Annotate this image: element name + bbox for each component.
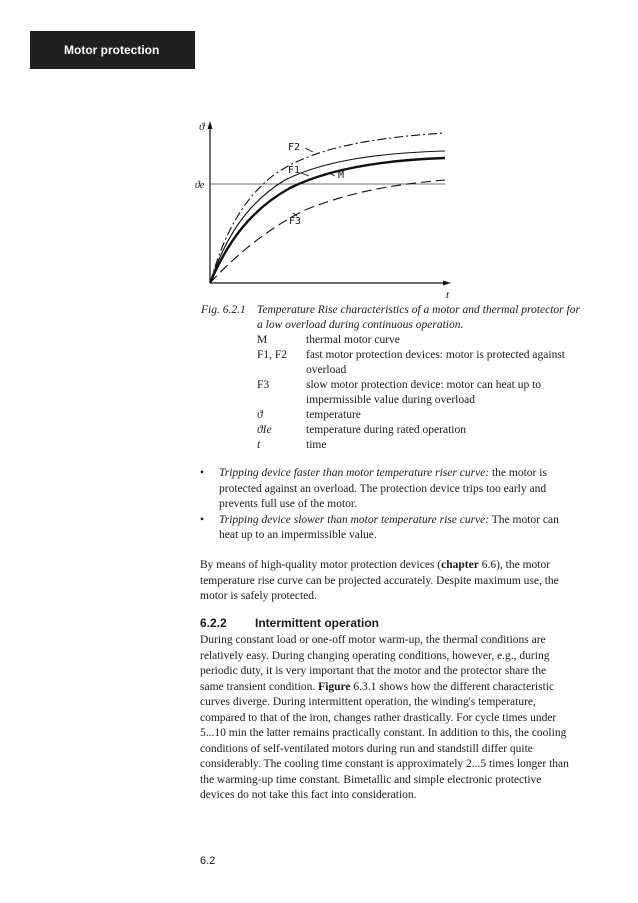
x-axis-label: t	[446, 289, 450, 301]
m-label: M	[338, 170, 345, 181]
legend-description: thermal motor curve	[306, 334, 400, 346]
legend-symbol: F3	[257, 379, 270, 391]
rated-temperature-label: ϑe	[195, 180, 205, 191]
legend-row	[257, 408, 581, 423]
curve-f1	[210, 151, 445, 283]
paragraph-protection-devices	[200, 558, 565, 605]
legend-row	[257, 423, 581, 438]
legend-description: time	[306, 439, 327, 451]
legend-symbol: ϑIe	[257, 424, 272, 436]
section-title: Intermittent operation	[255, 616, 380, 630]
bullet-text: The motor can heat up to an impermissible value.	[219, 513, 559, 541]
f1-leader	[301, 173, 309, 176]
figure-caption	[201, 303, 581, 453]
temperature-rise-figure	[195, 118, 455, 303]
f1-label: F1	[288, 165, 301, 176]
figure-reference: Figure	[318, 680, 351, 693]
f3-label: F3	[289, 216, 302, 227]
bullet-mark: •	[200, 467, 205, 479]
legend-row	[257, 438, 581, 453]
legend-row	[257, 378, 581, 408]
curve-m	[210, 158, 445, 283]
legend-row	[257, 348, 581, 378]
para1-before: By means of high-quality motor protection devices (	[200, 559, 442, 571]
curve-f2	[210, 133, 445, 283]
x-axis-arrow	[443, 281, 451, 286]
paragraph-intermittent-operation	[200, 633, 570, 804]
bullet-item	[200, 513, 560, 544]
bullet-item	[200, 466, 560, 513]
figure-number: Fig. 6.2.1	[201, 304, 246, 316]
section-number: 6.2.2	[200, 616, 227, 630]
para2-text-2: 6.3.1 shows how the different characteristic curves diverge. During intermittent operation, the winding's temperature, compared to that of the iron, changes rather drastically. For cycle times under 5...10 min the latter remains practically constant. In addition to this, the cooling conditions of self-ventilated motors during run and standstill differ quite considerably. The cooling time constant is approximately 2...5 times longer than the warming-up time constant. Bimetallic and simple electronic protective devices do not take this fact into consideration.	[200, 680, 569, 801]
legend-symbol: ϑ	[257, 409, 263, 421]
bullet-lead: Tripping device faster than motor temperature riser curve:	[219, 467, 490, 479]
bullet-lead: Tripping device slower than motor temperature rise curve:	[219, 513, 490, 526]
chapter-reference: chapter	[441, 559, 479, 571]
para2-text-1: During constant load or one-off motor warm-up, the thermal conditions are relatively easy. During changing operating conditions, however, e.g., during periodic duty, it is very important that the motor and the protector share the same transient condition.	[200, 634, 550, 693]
curve-f3	[210, 180, 445, 283]
f2-leader	[305, 148, 313, 152]
legend-description: slow motor protection device: motor can heat up to impermissible value during overload	[306, 379, 542, 406]
bullet-list	[200, 466, 560, 544]
para1-after: 6.6), the motor temperature rise curve can be projected accurately. Despite maximum use, the motor is safely protected.	[200, 559, 559, 602]
legend-description: temperature	[306, 409, 361, 421]
legend-row	[257, 333, 581, 348]
legend-description: temperature during rated operation	[306, 424, 466, 436]
temperature-rise-diagram	[195, 118, 455, 303]
bullet-text: the motor is protected against an overload. The protection device trips too early and prevents full use of the motor.	[219, 467, 547, 510]
legend-symbol: F1, F2	[257, 349, 288, 361]
legend-symbol: M	[257, 334, 268, 346]
section-heading	[200, 616, 560, 630]
page-number: 6.2	[200, 855, 216, 867]
f2-label: F2	[288, 142, 301, 153]
figure-legend	[257, 333, 581, 453]
section-header-title: Motor protection	[64, 43, 160, 57]
legend-symbol: t	[257, 439, 261, 451]
section-header-tab	[30, 31, 195, 69]
y-axis-label: ϑ	[199, 121, 205, 133]
figure-title: Temperature Rise characteristics of a motor and thermal protector for a low overload during continuous operation.	[257, 304, 580, 331]
legend-description: fast motor protection devices: motor is protected against overload	[306, 349, 565, 376]
y-axis-arrow	[208, 121, 213, 129]
bullet-mark: •	[200, 513, 205, 526]
